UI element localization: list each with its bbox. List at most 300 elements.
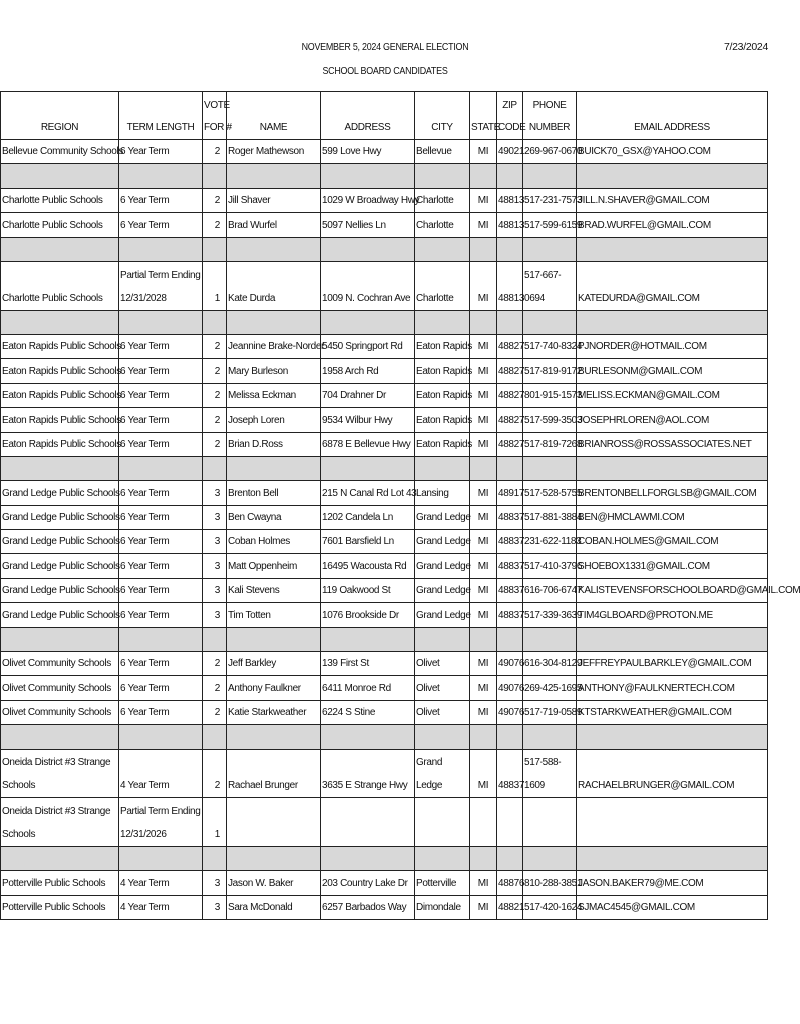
separator-cell — [415, 627, 470, 651]
table-row — [1, 359, 768, 383]
cell-term: 6 Year Term — [119, 140, 203, 164]
cell-name: Joseph Loren — [227, 408, 321, 432]
cell-zip: 48821 — [497, 895, 523, 919]
cell-email: KTSTARKWEATHER@GMAIL.COM — [577, 700, 768, 724]
cell-phone: 517-528-5755 — [523, 481, 577, 505]
cell-vote: 3 — [203, 603, 227, 627]
cell-state: MI — [470, 334, 497, 358]
cell-name: Sara McDonald — [227, 895, 321, 919]
separator-row — [1, 237, 768, 261]
separator-cell — [1, 237, 119, 261]
cell-phone: 517-819-7268 — [523, 432, 577, 456]
cell-phone: 517-231-7573 — [523, 188, 577, 212]
cell-zip: 48813 — [497, 213, 523, 237]
cell-address: 5097 Nellies Ln — [321, 213, 415, 237]
cell-zip: 48837 — [497, 505, 523, 529]
cell-email: JOSEPHRLOREN@AOL.COM — [577, 408, 768, 432]
cell-zip: 48837 — [497, 749, 523, 798]
table-row — [1, 603, 768, 627]
cell-name: Anthony Faulkner — [227, 676, 321, 700]
cell-zip: 49076 — [497, 700, 523, 724]
cell-address: 704 Drahner Dr — [321, 383, 415, 407]
cell-state: MI — [470, 871, 497, 895]
separator-cell — [321, 164, 415, 188]
cell-phone: 810-288-3851 — [523, 871, 577, 895]
cell-region: Olivet Community Schools — [1, 700, 119, 724]
table-row — [1, 530, 768, 554]
separator-row — [1, 164, 768, 188]
cell-term: 6 Year Term — [119, 334, 203, 358]
cell-state: MI — [470, 383, 497, 407]
cell-term: 6 Year Term — [119, 432, 203, 456]
cell-city: Grand Ledge — [415, 530, 470, 554]
table-row — [1, 140, 768, 164]
separator-cell — [119, 725, 203, 749]
separator-cell — [577, 237, 768, 261]
cell-state: MI — [470, 432, 497, 456]
separator-cell — [497, 456, 523, 480]
separator-cell — [577, 846, 768, 870]
cell-zip: 48837 — [497, 530, 523, 554]
cell-state: MI — [470, 140, 497, 164]
cell-name: Rachael Brunger — [227, 749, 321, 798]
cell-address: 1958 Arch Rd — [321, 359, 415, 383]
cell-city: Grand Ledge — [415, 749, 470, 798]
separator-cell — [523, 237, 577, 261]
table-row — [1, 213, 768, 237]
cell-email: PJNORDER@HOTMAIL.COM — [577, 334, 768, 358]
cell-address: 599 Love Hwy — [321, 140, 415, 164]
table-row — [1, 188, 768, 212]
cell-state: MI — [470, 700, 497, 724]
table-row — [1, 871, 768, 895]
cell-address: 139 First St — [321, 652, 415, 676]
cell-name: Ben Cwayna — [227, 505, 321, 529]
separator-cell — [497, 725, 523, 749]
cell-zip: 48837 — [497, 603, 523, 627]
cell-name: Roger Mathewson — [227, 140, 321, 164]
cell-phone: 517-420-1624 — [523, 895, 577, 919]
cell-vote: 3 — [203, 578, 227, 602]
cell-state: MI — [470, 749, 497, 798]
cell-phone: 517-599-6159 — [523, 213, 577, 237]
cell-term: 6 Year Term — [119, 213, 203, 237]
cell-term: Partial Term Ending 12/31/2028 — [119, 261, 203, 310]
cell-name: Melissa Eckman — [227, 383, 321, 407]
separator-cell — [415, 310, 470, 334]
separator-cell — [415, 237, 470, 261]
cell-phone: 231-622-1183 — [523, 530, 577, 554]
separator-row — [1, 846, 768, 870]
cell-term: 6 Year Term — [119, 578, 203, 602]
cell-state: MI — [470, 505, 497, 529]
separator-cell — [497, 310, 523, 334]
cell-phone: 517-819-9172 — [523, 359, 577, 383]
table-row — [1, 334, 768, 358]
separator-cell — [227, 456, 321, 480]
separator-cell — [227, 237, 321, 261]
cell-region: Eaton Rapids Public Schools — [1, 334, 119, 358]
cell-name: Jeff Barkley — [227, 652, 321, 676]
cell-vote: 1 — [203, 798, 227, 847]
cell-state: MI — [470, 676, 497, 700]
cell-region: Grand Ledge Public Schools — [1, 554, 119, 578]
cell-vote: 3 — [203, 481, 227, 505]
cell-address: 7601 Barsfield Ln — [321, 530, 415, 554]
cell-region: Grand Ledge Public Schools — [1, 603, 119, 627]
cell-address: 16495 Wacousta Rd — [321, 554, 415, 578]
cell-city: Eaton Rapids — [415, 359, 470, 383]
separator-cell — [1, 725, 119, 749]
cell-name: Kate Durda — [227, 261, 321, 310]
separator-cell — [577, 310, 768, 334]
cell-phone: 801-915-1573 — [523, 383, 577, 407]
cell-vote: 2 — [203, 700, 227, 724]
cell-vote: 2 — [203, 334, 227, 358]
separator-cell — [227, 725, 321, 749]
cell-city: Grand Ledge — [415, 554, 470, 578]
cell-phone: 517-881-3884 — [523, 505, 577, 529]
cell-name: Jeannine Brake-Norder — [227, 334, 321, 358]
cell-name: Kali Stevens — [227, 578, 321, 602]
cell-email: BRENTONBELLFORGLSB@GMAIL.COM — [577, 481, 768, 505]
cell-email: BUICK70_GSX@YAHOO.COM — [577, 140, 768, 164]
candidates-table — [0, 91, 800, 920]
separator-cell — [523, 456, 577, 480]
cell-region: Bellevue Community Schools — [1, 140, 119, 164]
cell-term: 6 Year Term — [119, 408, 203, 432]
cell-phone: 269-967-0670 — [523, 140, 577, 164]
cell-region: Grand Ledge Public Schools — [1, 578, 119, 602]
separator-cell — [470, 627, 497, 651]
cell-term: 4 Year Term — [119, 871, 203, 895]
table-row — [1, 383, 768, 407]
cell-address: 6257 Barbados Way — [321, 895, 415, 919]
cell-zip: 48827 — [497, 359, 523, 383]
table-row — [1, 700, 768, 724]
cell-name: Katie Starkweather — [227, 700, 321, 724]
cell-region: Oneida District #3 Strange Schools — [1, 749, 119, 798]
header-vote: VOTE FOR # — [203, 92, 227, 140]
cell-city: Bellevue — [415, 140, 470, 164]
cell-email: MELISS.ECKMAN@GMAIL.COM — [577, 383, 768, 407]
separator-cell — [321, 456, 415, 480]
cell-phone: 616-304-8129 — [523, 652, 577, 676]
table-row — [1, 261, 768, 310]
cell-vote: 2 — [203, 140, 227, 164]
cell-term: 6 Year Term — [119, 383, 203, 407]
cell-phone — [523, 798, 577, 847]
table-row — [1, 481, 768, 505]
cell-vote: 3 — [203, 871, 227, 895]
cell-state: MI — [470, 652, 497, 676]
cell-name: Jill Shaver — [227, 188, 321, 212]
separator-cell — [523, 164, 577, 188]
separator-cell — [1, 456, 119, 480]
cell-zip: 48917 — [497, 481, 523, 505]
separator-cell — [227, 627, 321, 651]
print-date: 7/23/2024 — [723, 41, 768, 53]
cell-term: Partial Term Ending 12/31/2026 — [119, 798, 203, 847]
cell-email: TIM4GLBOARD@PROTON.ME — [577, 603, 768, 627]
cell-phone: 517-719-0589 — [523, 700, 577, 724]
separator-cell — [497, 164, 523, 188]
cell-name: Coban Holmes — [227, 530, 321, 554]
cell-term: 4 Year Term — [119, 749, 203, 798]
cell-region: Olivet Community Schools — [1, 652, 119, 676]
cell-city: Grand Ledge — [415, 505, 470, 529]
cell-term: 4 Year Term — [119, 895, 203, 919]
cell-city: Charlotte — [415, 261, 470, 310]
cell-zip: 48837 — [497, 554, 523, 578]
separator-cell — [497, 237, 523, 261]
separator-cell — [577, 725, 768, 749]
cell-state: MI — [470, 603, 497, 627]
separator-cell — [321, 310, 415, 334]
table-row — [1, 895, 768, 919]
cell-address: 6411 Monroe Rd — [321, 676, 415, 700]
cell-email: KATEDURDA@GMAIL.COM — [577, 261, 768, 310]
separator-cell — [203, 456, 227, 480]
cell-city: Dimondale — [415, 895, 470, 919]
cell-address: 5450 Springport Rd — [321, 334, 415, 358]
cell-city — [415, 798, 470, 847]
cell-city: Potterville — [415, 871, 470, 895]
header-phone: PHONE NUMBER — [523, 92, 577, 140]
cell-state: MI — [470, 213, 497, 237]
cell-email: SJMAC4545@GMAIL.COM — [577, 895, 768, 919]
header-state: STATE — [470, 92, 497, 140]
cell-address: 6224 S Stine — [321, 700, 415, 724]
separator-cell — [321, 237, 415, 261]
separator-cell — [1, 164, 119, 188]
document-subtitle: SCHOOL BOARD CANDIDATES — [322, 65, 448, 77]
cell-region: Eaton Rapids Public Schools — [1, 432, 119, 456]
cell-city: Olivet — [415, 652, 470, 676]
cell-name: Brenton Bell — [227, 481, 321, 505]
cell-zip: 48827 — [497, 383, 523, 407]
cell-state: MI — [470, 554, 497, 578]
cell-address: 119 Oakwood St — [321, 578, 415, 602]
cell-region: Charlotte Public Schools — [1, 213, 119, 237]
separator-cell — [227, 164, 321, 188]
cell-vote: 3 — [203, 530, 227, 554]
separator-cell — [119, 310, 203, 334]
cell-email: BEN@HMCLAWMI.COM — [577, 505, 768, 529]
separator-cell — [203, 725, 227, 749]
cell-name: Matt Oppenheim — [227, 554, 321, 578]
cell-region: Grand Ledge Public Schools — [1, 481, 119, 505]
separator-row — [1, 725, 768, 749]
cell-state: MI — [470, 188, 497, 212]
separator-cell — [203, 627, 227, 651]
separator-cell — [321, 627, 415, 651]
cell-name — [227, 798, 321, 847]
cell-region: Charlotte Public Schools — [1, 188, 119, 212]
separator-cell — [523, 627, 577, 651]
separator-cell — [523, 846, 577, 870]
cell-city: Grand Ledge — [415, 603, 470, 627]
header-name: NAME — [227, 92, 321, 140]
cell-email: SHOEBOX1331@GMAIL.COM — [577, 554, 768, 578]
cell-term: 6 Year Term — [119, 505, 203, 529]
cell-term: 6 Year Term — [119, 188, 203, 212]
separator-cell — [415, 164, 470, 188]
cell-region: Potterville Public Schools — [1, 871, 119, 895]
table-row — [1, 554, 768, 578]
cell-address: 203 Country Lake Dr — [321, 871, 415, 895]
cell-term: 6 Year Term — [119, 603, 203, 627]
header-term: TERM LENGTH — [119, 92, 203, 140]
cell-address: 1076 Brookside Dr — [321, 603, 415, 627]
cell-zip: 48813 — [497, 188, 523, 212]
cell-city: Eaton Rapids — [415, 334, 470, 358]
table-row — [1, 749, 768, 798]
separator-cell — [470, 310, 497, 334]
cell-vote: 2 — [203, 359, 227, 383]
separator-cell — [119, 627, 203, 651]
cell-address: 1009 N. Cochran Ave — [321, 261, 415, 310]
separator-cell — [415, 456, 470, 480]
separator-cell — [1, 846, 119, 870]
cell-region: Grand Ledge Public Schools — [1, 530, 119, 554]
header-address: ADDRESS — [321, 92, 415, 140]
cell-region: Oneida District #3 Strange Schools — [1, 798, 119, 847]
cell-email: RACHAELBRUNGER@GMAIL.COM — [577, 749, 768, 798]
separator-cell — [523, 310, 577, 334]
separator-cell — [523, 725, 577, 749]
separator-cell — [321, 725, 415, 749]
separator-cell — [470, 725, 497, 749]
cell-state: MI — [470, 530, 497, 554]
cell-zip: 48827 — [497, 408, 523, 432]
cell-zip: 48827 — [497, 432, 523, 456]
cell-name: Tim Totten — [227, 603, 321, 627]
cell-vote: 2 — [203, 749, 227, 798]
header-city: CITY — [415, 92, 470, 140]
cell-address: 1202 Candela Ln — [321, 505, 415, 529]
cell-city: Charlotte — [415, 213, 470, 237]
separator-cell — [119, 164, 203, 188]
cell-address: 6878 E Bellevue Hwy — [321, 432, 415, 456]
separator-cell — [497, 846, 523, 870]
cell-email: JILL.N.SHAVER@GMAIL.COM — [577, 188, 768, 212]
header-zip: ZIP CODE — [497, 92, 523, 140]
table-row — [1, 676, 768, 700]
table-row — [1, 505, 768, 529]
cell-city: Olivet — [415, 700, 470, 724]
cell-vote: 3 — [203, 554, 227, 578]
table-row — [1, 578, 768, 602]
table-row — [1, 432, 768, 456]
cell-zip: 48813 — [497, 261, 523, 310]
separator-row — [1, 310, 768, 334]
cell-region: Eaton Rapids Public Schools — [1, 383, 119, 407]
cell-region: Eaton Rapids Public Schools — [1, 359, 119, 383]
cell-vote: 2 — [203, 676, 227, 700]
cell-state: MI — [470, 481, 497, 505]
cell-phone: 517-667-0694 — [523, 261, 577, 310]
cell-region: Olivet Community Schools — [1, 676, 119, 700]
separator-cell — [227, 846, 321, 870]
cell-term: 6 Year Term — [119, 700, 203, 724]
separator-cell — [577, 456, 768, 480]
cell-zip: 49076 — [497, 676, 523, 700]
separator-cell — [577, 164, 768, 188]
cell-name: Brian D.Ross — [227, 432, 321, 456]
separator-cell — [119, 237, 203, 261]
cell-address: 215 N Canal Rd Lot 43 — [321, 481, 415, 505]
cell-name: Jason W. Baker — [227, 871, 321, 895]
cell-name: Mary Burleson — [227, 359, 321, 383]
separator-cell — [577, 627, 768, 651]
separator-cell — [119, 456, 203, 480]
cell-state: MI — [470, 895, 497, 919]
cell-zip: 48876 — [497, 871, 523, 895]
cell-term: 6 Year Term — [119, 481, 203, 505]
cell-state: MI — [470, 359, 497, 383]
cell-phone: 269-425-1695 — [523, 676, 577, 700]
table-row — [1, 798, 768, 847]
cell-vote: 2 — [203, 213, 227, 237]
cell-vote: 2 — [203, 652, 227, 676]
separator-cell — [470, 164, 497, 188]
separator-row — [1, 456, 768, 480]
document-title: NOVEMBER 5, 2024 GENERAL ELECTION — [301, 41, 469, 53]
cell-email: JASON.BAKER79@ME.COM — [577, 871, 768, 895]
cell-zip: 49076 — [497, 652, 523, 676]
separator-cell — [203, 310, 227, 334]
cell-region: Grand Ledge Public Schools — [1, 505, 119, 529]
cell-state — [470, 798, 497, 847]
cell-city: Charlotte — [415, 188, 470, 212]
header-region: REGION — [1, 92, 119, 140]
cell-term: 6 Year Term — [119, 652, 203, 676]
header-email: EMAIL ADDRESS — [577, 92, 768, 140]
cell-city: Olivet — [415, 676, 470, 700]
separator-cell — [470, 456, 497, 480]
cell-phone: 517-740-8324 — [523, 334, 577, 358]
cell-phone: 616-706-6747 — [523, 578, 577, 602]
separator-cell — [1, 310, 119, 334]
cell-address: 9534 Wilbur Hwy — [321, 408, 415, 432]
separator-cell — [470, 846, 497, 870]
separator-row — [1, 627, 768, 651]
cell-region: Potterville Public Schools — [1, 895, 119, 919]
cell-email: KALISTEVENSFORSCHOOLBOARD@GMAIL.COM — [577, 578, 768, 602]
cell-city: Grand Ledge — [415, 578, 470, 602]
cell-vote: 2 — [203, 188, 227, 212]
cell-address: 3635 E Strange Hwy — [321, 749, 415, 798]
separator-cell — [203, 237, 227, 261]
cell-name: Brad Wurfel — [227, 213, 321, 237]
cell-zip: 48837 — [497, 578, 523, 602]
separator-cell — [415, 846, 470, 870]
cell-state: MI — [470, 261, 497, 310]
cell-phone: 517-410-3796 — [523, 554, 577, 578]
cell-email: JEFFREYPAULBARKLEY@GMAIL.COM — [577, 652, 768, 676]
cell-email: BRAD.WURFEL@GMAIL.COM — [577, 213, 768, 237]
table-row — [1, 652, 768, 676]
cell-city: Eaton Rapids — [415, 408, 470, 432]
cell-term: 6 Year Term — [119, 676, 203, 700]
cell-state: MI — [470, 578, 497, 602]
cell-term: 6 Year Term — [119, 554, 203, 578]
cell-region: Eaton Rapids Public Schools — [1, 408, 119, 432]
cell-city: Eaton Rapids — [415, 432, 470, 456]
cell-vote: 2 — [203, 432, 227, 456]
separator-cell — [1, 627, 119, 651]
